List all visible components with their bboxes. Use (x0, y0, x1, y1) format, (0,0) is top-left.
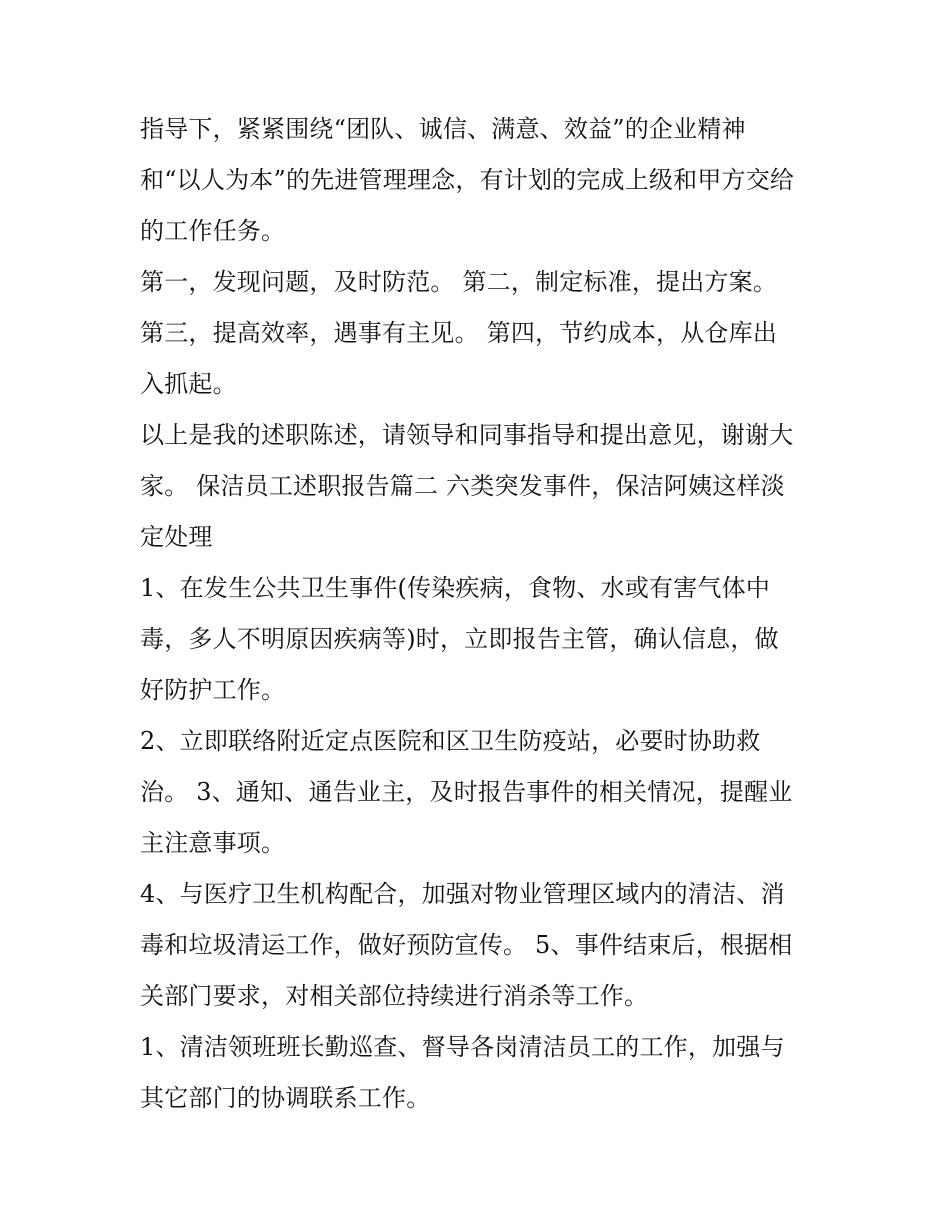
text-line: 主注意事项。 (140, 829, 286, 857)
text-line: 毒，多人不明原因疾病等)时，立即报告主管，确认信息，做 (140, 625, 779, 653)
document-body (140, 108, 820, 1128)
text-line: 入抓起。 (140, 370, 237, 398)
text-line: 1、在发生公共卫生事件(传染疾病，食物、水或有害气体中 (140, 574, 771, 602)
text-line: 第一，发现问题，及时防范。 第二，制定标准，提出方案。 (140, 268, 778, 296)
text-line: 第三，提高效率，遇事有主见。 第四，节约成本，从仓库出 (140, 319, 778, 347)
text-line: 定处理 (140, 523, 213, 551)
text-line: 关部门要求，对相关部位持续进行消杀等工作。 (140, 982, 649, 1010)
text-line: 以上是我的述职陈述，请领导和同事指导和提出意见，谢谢大 (140, 421, 794, 449)
text-line: 指导下，紧紧围绕“团队、诚信、满意、效益”的企业精神 (140, 115, 746, 143)
text-line: 家。 保洁员工述职报告篇二 六类突发事件，保洁阿姨这样淡 (140, 472, 785, 500)
text-line: 好防护工作。 (140, 676, 286, 704)
text-line: 和“以人为本”的先进管理理念，有计划的完成上级和甲方交给 (140, 166, 795, 194)
text-line: 治。 3、通知、通告业主，及时报告事件的相关情况，提醒业 (140, 778, 793, 806)
text-line: 1、清洁领班班长勤巡查、督导各岗清洁员工的工作，加强与 (140, 1033, 785, 1061)
text-line: 毒和垃圾清运工作，做好预防宣传。 5、事件结束后，根据相 (140, 931, 793, 959)
text-line: 的工作任务。 (140, 217, 286, 245)
text-line: 2、立即联络附近定点医院和区卫生防疫站，必要时协助救 (140, 727, 761, 755)
text-line: 4、与医疗卫生机构配合，加强对物业管理区域内的清洁、消 (140, 880, 785, 908)
text-line: 其它部门的协调联系工作。 (140, 1084, 431, 1112)
